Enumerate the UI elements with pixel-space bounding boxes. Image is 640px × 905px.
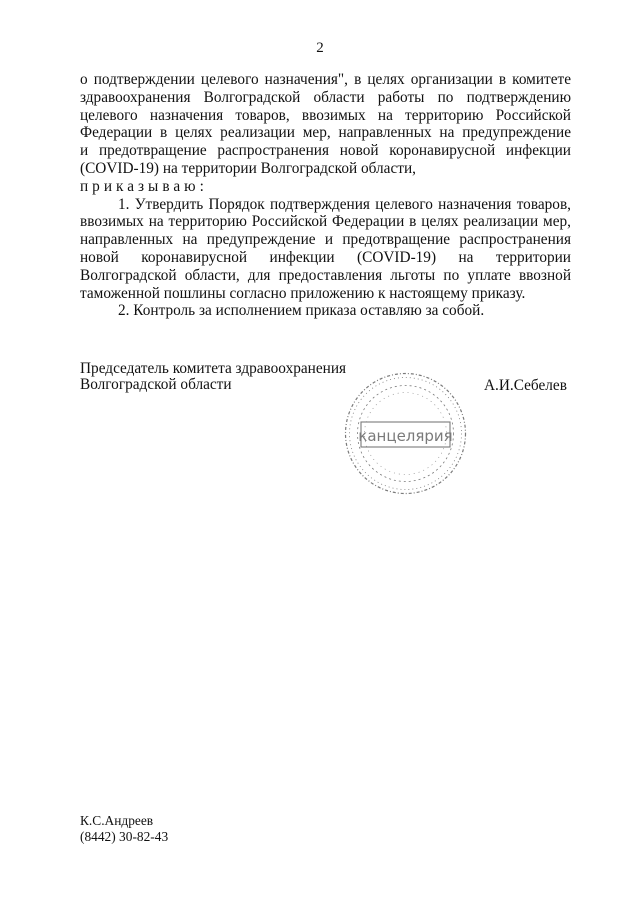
item-2-line: 2. Контроль за исполнением приказа оставляю за собой. — [118, 302, 485, 320]
item-1-line: таможенной пошлины согласно приложению к настоящему приказу. — [80, 284, 526, 302]
item-1-line: направленных на предупреждение и предотвращение распространения — [80, 231, 571, 249]
order-word: приказываю: — [80, 177, 208, 195]
signatory-position-line: Председатель комитета здравоохранения — [80, 360, 347, 377]
order-body-text — [80, 71, 571, 320]
executor-name: К.С.Андреев — [80, 813, 154, 828]
item-1-line: 1. Утвердить Порядок подтверждения целевого назначения товаров, — [118, 195, 571, 213]
office-stamp — [343, 371, 468, 496]
item-1-line: Волгоградской области, для предоставления льготы по уплате ввозной — [80, 266, 571, 284]
signatory-name: А.И.Себелев — [484, 377, 567, 394]
stamp-text: канцелярия — [358, 427, 453, 445]
preamble-line: здравоохранения Волгоградской области работы по подтверждению — [80, 88, 571, 106]
item-1-line: новой коронавирусной инфекции (COVID-19) на территории — [80, 248, 571, 266]
signatory-position — [80, 361, 346, 393]
executor-phone: (8442) 30-82-43 — [80, 829, 169, 844]
signatory-position-line: Волгоградской области — [80, 376, 232, 393]
page-number: 2 — [316, 40, 324, 56]
preamble-line: целевого назначения товаров, ввозимых на территорию Российской — [80, 106, 571, 124]
preamble-line: (COVID-19) на территории Волгоградской области, — [80, 159, 416, 177]
preamble-line: Федерации в целях реализации мер, направленных на предупреждение — [80, 124, 571, 142]
executor-footer — [80, 813, 168, 845]
preamble-line: о подтверждении целевого назначения", в целях организации в комитете — [80, 71, 571, 88]
preamble-line: и предотвращение распространения новой коронавирусной инфекции — [80, 142, 571, 160]
item-1-line: ввозимых на территорию Российской Федерации в целях реализации мер, — [80, 213, 571, 231]
